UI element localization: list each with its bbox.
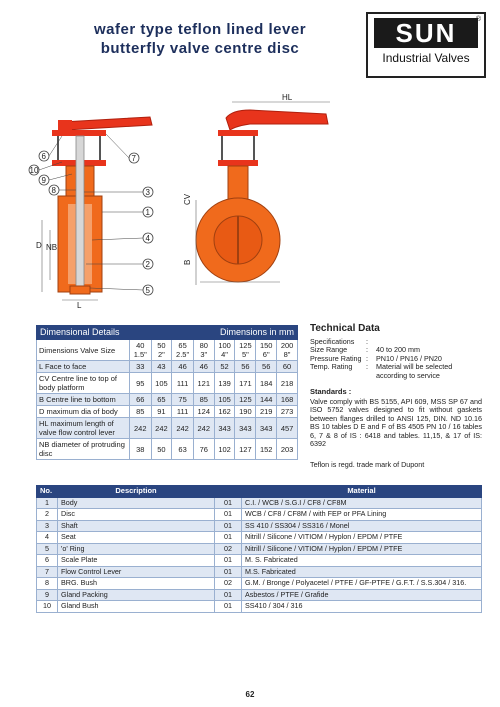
material-no: 4 xyxy=(37,532,58,544)
col-no: No. xyxy=(37,486,58,498)
size-label: Dimensions Valve Size xyxy=(37,340,130,361)
brand-logo xyxy=(366,12,486,78)
material-spec: WCB / CF8 / CF8M / with FEP or PFA Lining xyxy=(242,509,482,521)
material-description: BRG. Bush xyxy=(58,578,215,590)
callout-1: 1 xyxy=(145,208,150,217)
dimension-value: 219 xyxy=(256,406,277,418)
material-row xyxy=(37,497,482,509)
callout-7: 7 xyxy=(131,154,136,163)
callout-8: 8 xyxy=(51,186,56,195)
material-no: 10 xyxy=(37,601,58,613)
material-qty: 01 xyxy=(215,555,242,567)
material-description: Flow Control Lever xyxy=(58,566,215,578)
size-cell: 65 2.5" xyxy=(172,340,194,361)
materials-header xyxy=(37,486,482,498)
dimension-value: 91 xyxy=(151,406,172,418)
dim-label-hl: HL xyxy=(282,93,293,102)
material-no: 9 xyxy=(37,589,58,601)
valve-drawing xyxy=(0,80,500,310)
page-title xyxy=(60,20,340,58)
dimension-value: 218 xyxy=(277,373,298,394)
dimension-value: 56 xyxy=(256,361,277,373)
dimension-value: 343 xyxy=(235,418,256,439)
exterior-view xyxy=(183,93,330,285)
material-row xyxy=(37,578,482,590)
dimension-row xyxy=(37,439,298,460)
spec-value: PN10 / PN16 / PN20 xyxy=(376,353,442,363)
material-qty: 01 xyxy=(215,532,242,544)
dimension-value: 121 xyxy=(193,373,214,394)
material-spec: Asbestos / PTFE / Grafide xyxy=(242,589,482,601)
dimensional-header-left: Dimensional Details xyxy=(37,326,172,340)
col-material: Material xyxy=(242,486,482,498)
material-qty: 01 xyxy=(215,589,242,601)
material-spec: M. S. Fabricated xyxy=(242,555,482,567)
material-description: Disc xyxy=(58,509,215,521)
size-cell: 150 6" xyxy=(256,340,277,361)
technical-data xyxy=(310,325,482,469)
material-description: Body xyxy=(58,497,215,509)
dimension-value: 46 xyxy=(172,361,194,373)
material-spec: Nitrill / Silicone / VITIOM / Hyplon / EPDM / PTFE xyxy=(242,532,482,544)
trademark-note: Teflon is regd. trade mark of Dupont xyxy=(310,459,425,469)
dimension-value: 171 xyxy=(235,373,256,394)
material-description: Shaft xyxy=(58,520,215,532)
dimension-value: 52 xyxy=(214,361,235,373)
sectional-view xyxy=(36,117,152,310)
material-spec: Nitrill / Silicone / VITIOM / Hyplon / EPDM / PTFE xyxy=(242,543,482,555)
material-row xyxy=(37,532,482,544)
dimension-row xyxy=(37,361,298,373)
callout-6: 6 xyxy=(41,152,46,161)
callout-10: 10 xyxy=(29,166,39,175)
material-description: 'o' Ring xyxy=(58,543,215,555)
dimension-value: 242 xyxy=(151,418,172,439)
dimension-value: 102 xyxy=(214,439,235,460)
col-qty xyxy=(215,486,242,498)
dimension-label: B Centre line to bottom xyxy=(37,394,130,406)
dimension-value: 457 xyxy=(277,418,298,439)
dimension-row xyxy=(37,418,298,439)
dimension-value: 85 xyxy=(130,406,152,418)
material-row xyxy=(37,589,482,601)
material-no: 2 xyxy=(37,509,58,521)
size-cell: 80 3" xyxy=(193,340,214,361)
material-no: 8 xyxy=(37,578,58,590)
dimension-value: 65 xyxy=(151,394,172,406)
dimension-value: 152 xyxy=(256,439,277,460)
material-qty: 02 xyxy=(215,543,242,555)
dimension-value: 242 xyxy=(193,418,214,439)
dimensional-table-header xyxy=(37,326,298,340)
spec-colon: : xyxy=(366,353,368,363)
spec-key: Temp. Rating xyxy=(310,362,353,371)
material-no: 6 xyxy=(37,555,58,567)
dimension-value: 56 xyxy=(235,361,256,373)
dimension-value: 85 xyxy=(193,394,214,406)
materials-table xyxy=(36,485,482,613)
material-qty: 01 xyxy=(215,566,242,578)
spec-key: Size Range xyxy=(310,345,348,354)
dimension-value: 203 xyxy=(277,439,298,460)
material-qty: 01 xyxy=(215,509,242,521)
dimension-row xyxy=(37,394,298,406)
dimension-value: 50 xyxy=(151,439,172,460)
material-description: Gland Packing xyxy=(58,589,215,601)
logo-registered-mark: ® xyxy=(475,16,481,23)
material-row xyxy=(37,566,482,578)
dim-label-d: D xyxy=(36,241,42,250)
material-spec: C.I. / WCB / S.G.I / CF8 / CF8M xyxy=(242,497,482,509)
material-spec: SS 410 / SS304 / SS316 / Monel xyxy=(242,520,482,532)
size-cell: 50 2" xyxy=(151,340,172,361)
spec-value: Material will be selected according to service xyxy=(376,362,453,380)
dimension-value: 111 xyxy=(172,406,194,418)
material-no: 3 xyxy=(37,520,58,532)
material-description: Seat xyxy=(58,532,215,544)
dim-label-cv: CV xyxy=(183,193,192,205)
spec-list xyxy=(310,338,482,381)
page-number: 62 xyxy=(245,690,255,699)
title-line-1: wafer type teflon lined lever xyxy=(93,21,307,38)
dim-label-l: L xyxy=(77,301,82,310)
size-cell: 200 8" xyxy=(277,340,298,361)
dimension-value: 60 xyxy=(277,361,298,373)
material-spec: M.S. Fabricated xyxy=(242,566,482,578)
dimension-value: 162 xyxy=(214,406,235,418)
dimension-value: 63 xyxy=(172,439,194,460)
callout-2: 2 xyxy=(145,260,150,269)
callout-9: 9 xyxy=(41,176,46,185)
dimension-label: L Face to face xyxy=(37,361,130,373)
size-cell: 40 1.5" xyxy=(130,340,152,361)
spec-colon: : xyxy=(366,345,368,354)
dimension-value: 144 xyxy=(256,394,277,406)
dimension-value: 127 xyxy=(235,439,256,460)
material-row xyxy=(37,543,482,555)
material-spec: SS410 / 304 / 316 xyxy=(242,601,482,613)
material-qty: 02 xyxy=(215,578,242,590)
standards-title: Standards : xyxy=(310,387,352,396)
spec-colon: : xyxy=(366,362,368,371)
size-cell: 100 4" xyxy=(214,340,235,361)
dimension-value: 95 xyxy=(130,373,152,394)
dimension-value: 38 xyxy=(130,439,152,460)
material-row xyxy=(37,601,482,613)
dimension-value: 105 xyxy=(151,373,172,394)
callout-4: 4 xyxy=(145,234,150,243)
dimension-label: HL maximum length of valve flow control lever xyxy=(37,418,130,439)
material-no: 1 xyxy=(37,497,58,509)
material-row xyxy=(37,520,482,532)
dimension-row xyxy=(37,406,298,418)
spec-key: Specifications xyxy=(310,336,355,346)
material-row xyxy=(37,555,482,567)
material-no: 7 xyxy=(37,566,58,578)
material-no: 5 xyxy=(37,543,58,555)
dimension-value: 125 xyxy=(235,394,256,406)
dimension-value: 66 xyxy=(130,394,152,406)
material-qty: 01 xyxy=(215,497,242,509)
material-qty: 01 xyxy=(215,520,242,532)
dimension-value: 105 xyxy=(214,394,235,406)
dimension-value: 273 xyxy=(277,406,298,418)
dimension-value: 43 xyxy=(151,361,172,373)
callout-3: 3 xyxy=(145,188,150,197)
material-row xyxy=(37,509,482,521)
spec-value: 40 to 200 mm xyxy=(376,345,420,354)
callout-5: 5 xyxy=(145,286,150,295)
materials-rows xyxy=(37,497,482,612)
dimension-value: 343 xyxy=(256,418,277,439)
dimensional-table xyxy=(36,325,298,460)
dimensional-rows xyxy=(37,361,298,460)
dimension-value: 76 xyxy=(193,439,214,460)
logo-brand: SUN xyxy=(374,18,478,48)
dimension-label: NB diameter of protruding disc xyxy=(37,439,130,460)
spec-key: Pressure Rating xyxy=(310,353,362,363)
dimension-value: 75 xyxy=(172,394,194,406)
dim-label-nb: NB xyxy=(46,243,58,252)
dimension-label: CV Centre line to top of body platform xyxy=(37,373,130,394)
spec-row xyxy=(310,363,482,380)
dimension-value: 124 xyxy=(193,406,214,418)
dimension-value: 242 xyxy=(130,418,152,439)
material-description: Scale Plate xyxy=(58,555,215,567)
dimension-label: D maximum dia of body xyxy=(37,406,130,418)
material-description: Gland Bush xyxy=(58,601,215,613)
dim-label-b: B xyxy=(183,259,192,265)
dimension-value: 343 xyxy=(214,418,235,439)
title-line-2: butterfly valve centre disc xyxy=(100,40,300,57)
dimension-value: 46 xyxy=(193,361,214,373)
dimensional-header-right: Dimensions in mm xyxy=(172,326,298,340)
dimension-value: 168 xyxy=(277,394,298,406)
dimension-value: 242 xyxy=(172,418,194,439)
standards-text: Valve comply with BS 5155, API 609, MSS SP 67 and ISO 5752 valves designed to fit without gaskets between flanges drilled to ANSI 125, DIN. ND 10.16 BS 10 tables D E and F of BS 4505 PN 10 / 16 tables 6, 7 & 8 of IS : 6418 and tables. 11,15, & 17 of IS: 6392 xyxy=(310,396,482,448)
dimension-value: 190 xyxy=(235,406,256,418)
spec-colon: : xyxy=(366,336,368,346)
dimension-value: 139 xyxy=(214,373,235,394)
size-cell: 125 5" xyxy=(235,340,256,361)
technical-title: Technical Data xyxy=(310,323,380,334)
col-description: Description xyxy=(58,486,215,498)
material-spec: G.M. / Bronge / Polyacetel / PTFE / GF-PTFE / G.F.T. / S.S.304 / 316. xyxy=(242,578,482,590)
size-row xyxy=(37,340,298,361)
dimension-value: 33 xyxy=(130,361,152,373)
material-qty: 01 xyxy=(215,601,242,613)
dimension-value: 184 xyxy=(256,373,277,394)
logo-subtitle: Industrial Valves xyxy=(382,51,470,65)
dimension-row xyxy=(37,373,298,394)
dimension-value: 111 xyxy=(172,373,194,394)
